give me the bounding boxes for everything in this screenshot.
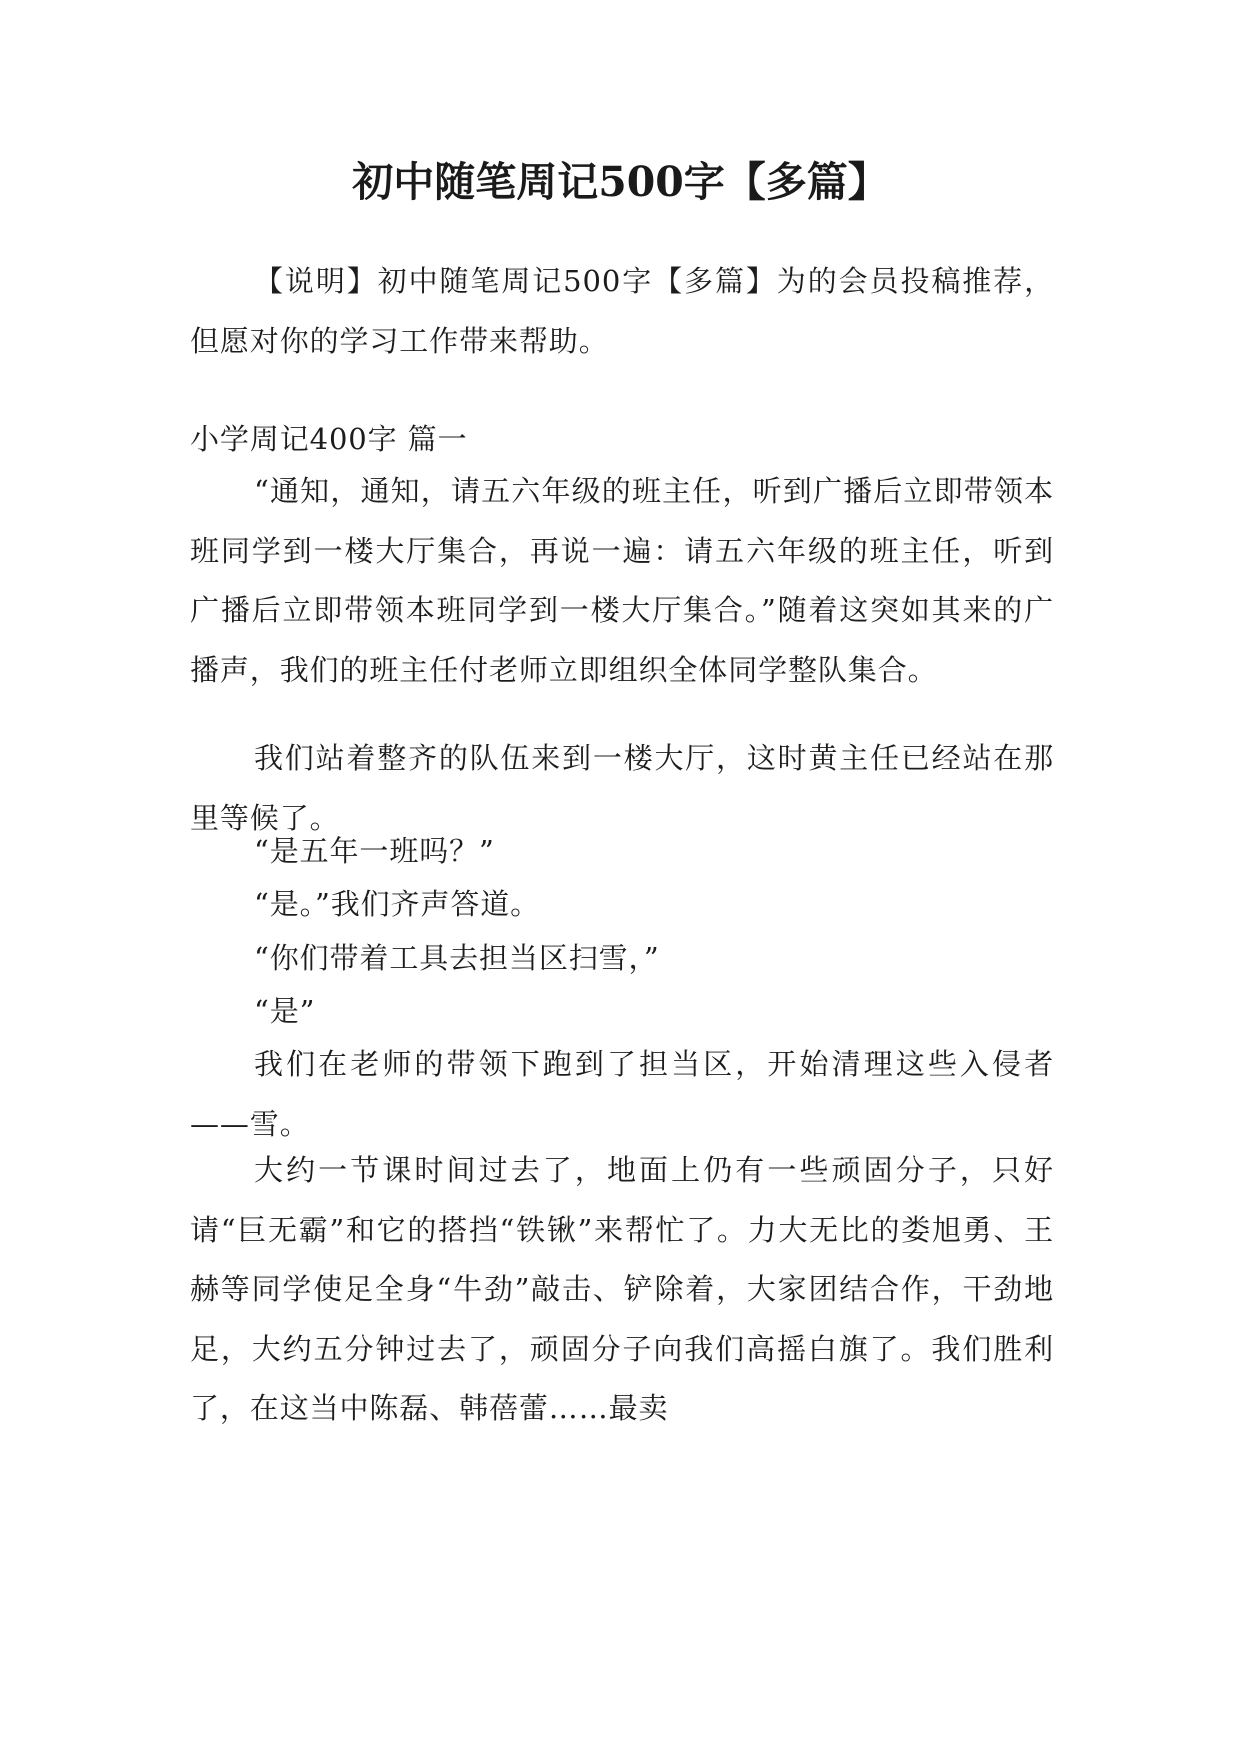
body-paragraph-3: 我们在老师的带领下跑到了担当区，开始清理这些入侵者——雪。: [190, 1047, 1054, 1141]
body-paragraph-1: “通知，通知，请五六年级的班主任，听到广播后立即带领本班同学到一楼大厅集合，再说一遍：请五六年级的班主任，听到广播后立即带领本班同学到一楼大厅集合。”随着这突如其来的广播声，我们的班主任付老师立即组织全体同学整队集合。: [190, 474, 1054, 687]
body-paragraph-2: 我们站着整齐的队伍来到一楼大厅，这时黄主任已经站在那里等候了。: [190, 741, 1054, 835]
intro-paragraph: 【说明】初中随笔周记500字【多篇】为的会员投稿推荐，但愿对你的学习工作带来帮助。: [190, 264, 1054, 358]
document-title: 初中随笔周记500字【多篇】: [352, 158, 889, 206]
dialogue-line-4: “是”: [254, 994, 316, 1028]
dialogue-line-3: “你们带着工具去担当区扫雪，”: [254, 941, 660, 975]
dialogue-line-1: “是五年一班吗？”: [254, 834, 495, 868]
body-paragraph-4: 大约一节课时间过去了，地面上仍有一些顽固分子，只好请“巨无霸”和它的搭挡“铁锹”来帮忙了。力大无比的娄旭勇、王赫等同学使足全身“牛劲”敲击、铲除着，大家团结合作，干劲地足，大约五分钟过去了，顽固分子向我们高摇白旗了。我们胜利了，在这当中陈磊、韩蓓蕾……最卖: [190, 1153, 1054, 1425]
dialogue-line-2: “是。”我们齐声答道。: [254, 887, 541, 921]
section-heading: 小学周记400字 篇一: [190, 422, 468, 456]
